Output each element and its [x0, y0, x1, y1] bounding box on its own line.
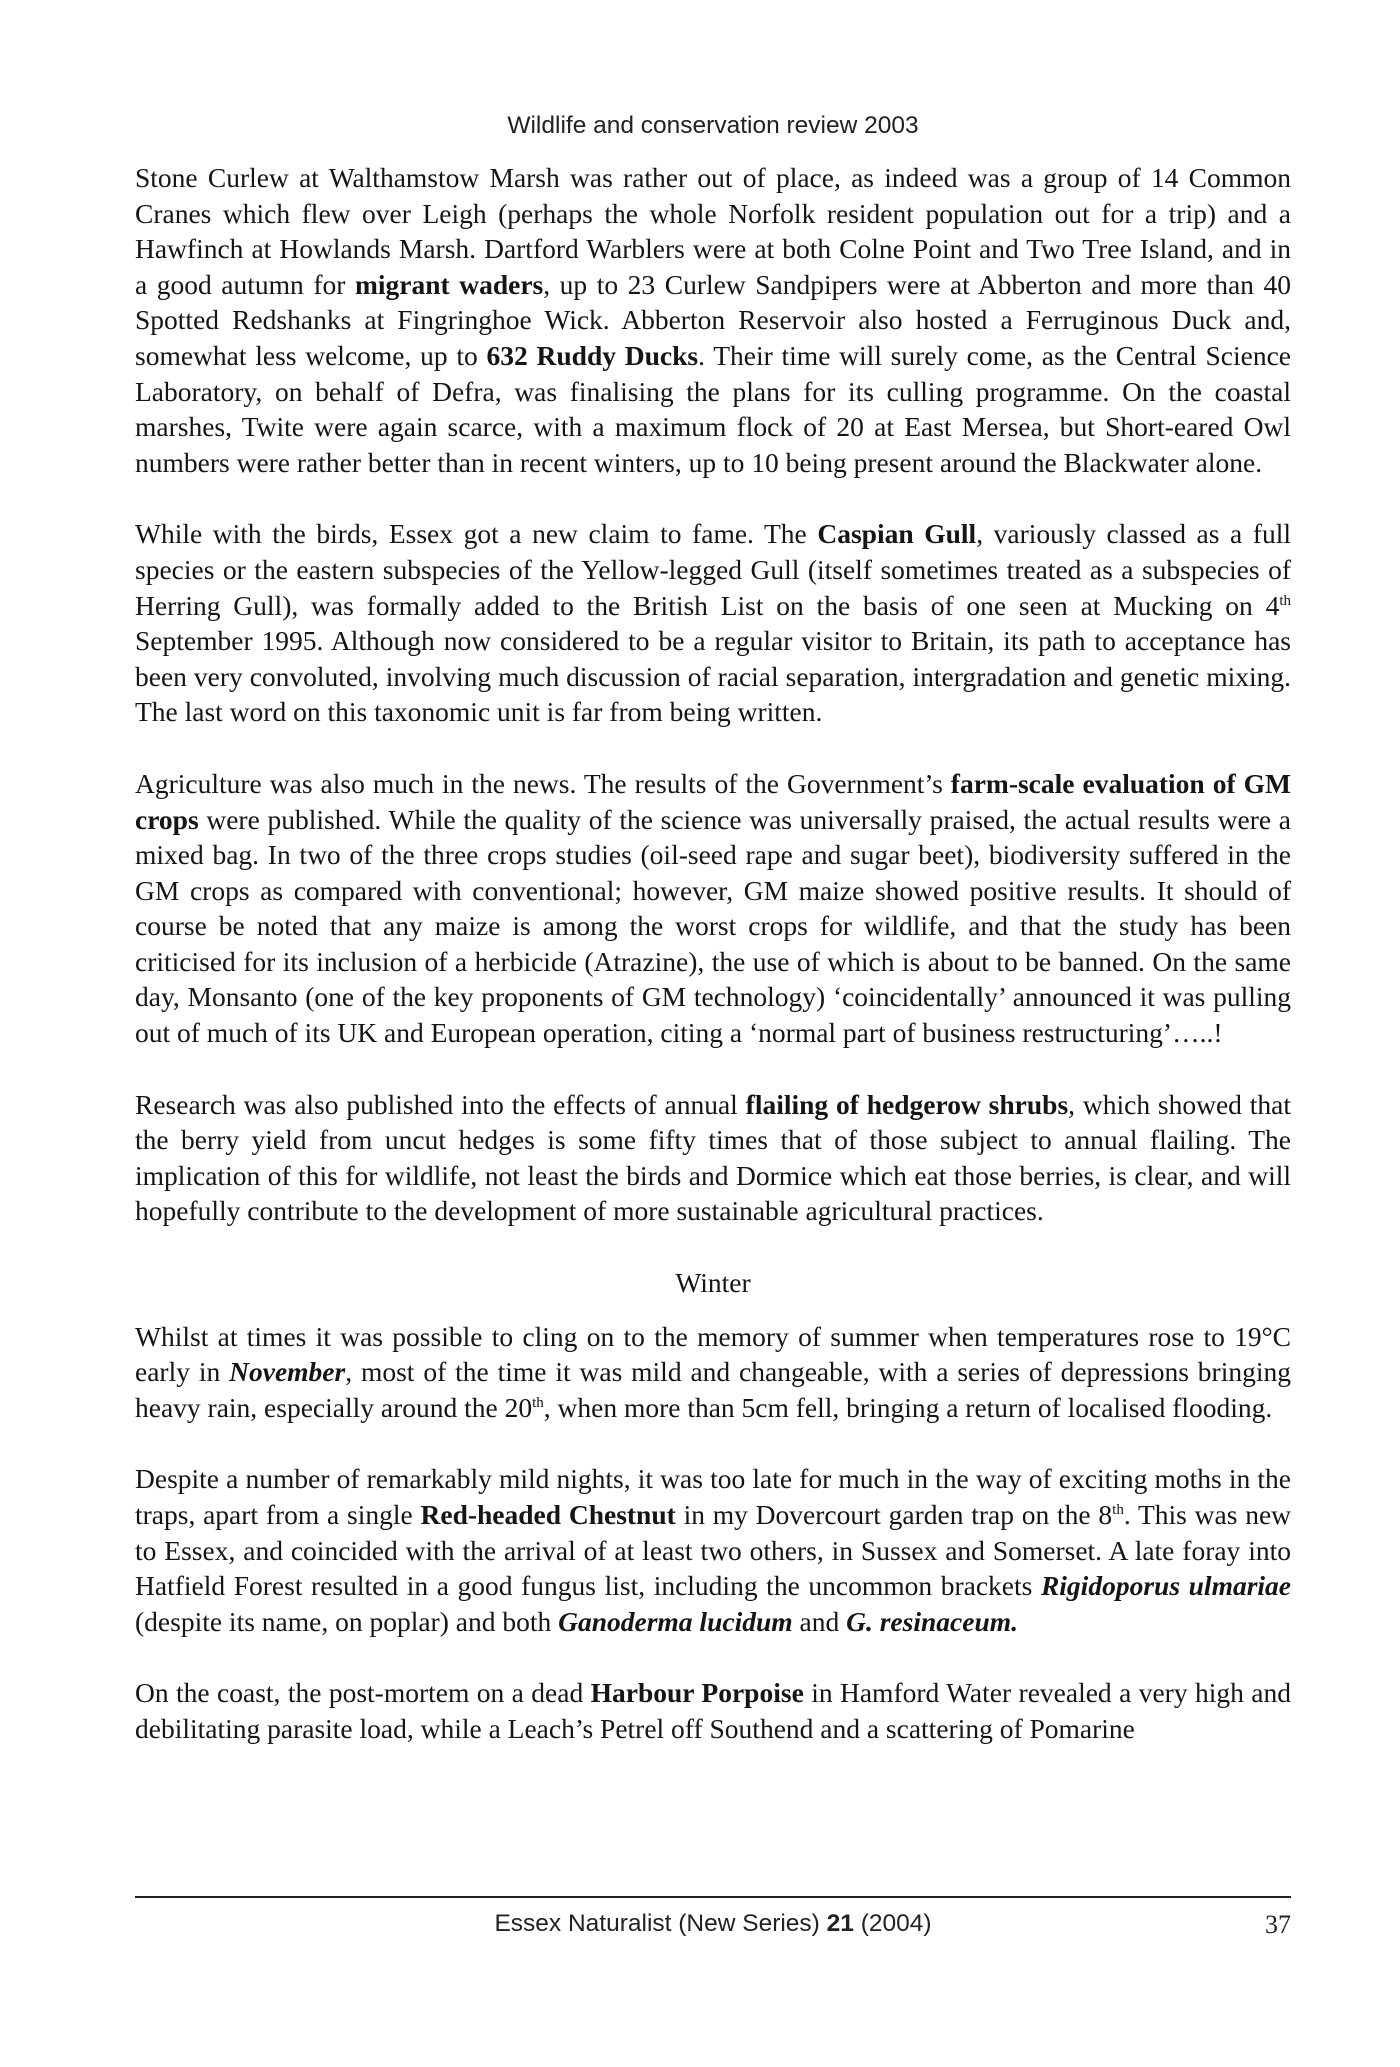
text-run: and [792, 1605, 847, 1637]
text-run: in Hamford Water revealed a very high and debilitating parasite load, while a Leach’s Petrel off Southend and a scattering of Pomarine [135, 1677, 1291, 1744]
paragraph-gm-crops [135, 766, 1291, 1051]
text-run: (despite its name, on poplar) and both [135, 1605, 559, 1637]
text-run: . Their time will surely come, as the Central Science Laboratory, on behalf of Defra, was finalising the plans for its culling programme. On the coastal marshes, Twite were again scarce, with a maximum flock of 20 at East Mersea, but Short-eared Owl numbers were rather better than in recent winters, up to 10 being present around the Blackwater alone. [135, 339, 1291, 478]
text-run: , up to 23 Curlew Sandpipers were at Abberton and more than 40 Spotted Redshanks at Fingringhoe Wick. Abberton Reservoir also hosted a Ferruginous Duck and, somewhat less welcome, up to [135, 268, 1291, 371]
text-run: Research was also published into the effects of annual [135, 1088, 746, 1120]
species-ganoderma-resinaceum: G. resinaceum. [846, 1605, 1018, 1637]
page-footer [135, 1910, 1291, 1946]
paragraph-moths-fungi [135, 1461, 1291, 1639]
text-run: Whilst at times it was possible to cling on to the memory of summer when temperatures rose to 19°C early in [135, 1320, 1291, 1388]
journal-year: (2004) [853, 1910, 932, 1937]
text-run: , which showed that the berry yield from uncut hedges is some fifty times that of those subject to annual flailing. The implication of this for wildlife, not least the birds and Dormice which eat those berries, is clear, and will hopefully contribute to the development of more sustainable agricultural practices. [135, 1088, 1291, 1227]
text-run: Agriculture was also much in the news. The results of the Government’s [135, 767, 951, 799]
highlight-harbour-porpoise: Harbour Porpoise [590, 1677, 804, 1709]
paragraph-winter-weather [135, 1319, 1291, 1426]
footer-rule [135, 1896, 1291, 1898]
paragraph-coast [135, 1675, 1291, 1746]
running-header: Wildlife and conservation review 2003 [507, 112, 919, 139]
journal-citation [135, 1910, 1291, 1938]
article-body [135, 160, 1291, 1761]
highlight-hedgerow-flailing: flailing of hedgerow shrubs [745, 1088, 1069, 1120]
ordinal-suffix: th [1279, 592, 1291, 609]
highlight-migrant-waders: migrant waders [354, 268, 544, 300]
species-ganoderma-lucidum: Ganoderma lucidum [558, 1605, 793, 1637]
text-run: , variously classed as a full species or the eastern subspecies of the Yellow-legged Gull (itself sometimes treated as a subspecies of Herring Gull), was formally added to the British List on the basis of one seen at Mucking on 4 [135, 518, 1291, 621]
text-run: Despite a number of remarkably mild nights, it was too late for much in the way of exciting moths in the traps, apart from a single [135, 1463, 1291, 1530]
text-run: While with the birds, Essex got a new claim to fame. The [135, 518, 818, 550]
text-run: . This was new to Essex, and coincided with the arrival of at least two others, in Sussex and Somerset. A late foray into Hatfield Forest resulted in a good fungus list, including the uncommon brackets [135, 1499, 1292, 1602]
journal-name: Essex Naturalist (New Series) [494, 1910, 827, 1937]
text-run: Stone Curlew at Walthamstow Marsh was rather out of place, as indeed was a group of 14 Common Cranes which flew over Leigh (perhaps the whole Norfolk resident population out for a trip) and a Hawfinch at Howlands Marsh. Dartford Warblers were at both Colne Point and Two Tree Island, and in a good autumn for [135, 162, 1291, 300]
highlight-gm-evaluation: farm-scale evaluation of GM crops [135, 767, 1291, 835]
ordinal-suffix: th [1112, 1501, 1124, 1518]
text-run: were published. While the quality of the science was universally praised, the actual results were a mixed bag. In two of the three crops studies (oil-seed rape and sugar beet), biodiversity suffered in the GM crops as compared with conventional; however, GM maize showed positive results. It should of course be noted that any maize is among the worst crops for wildlife, and that the study has been criticised for its inclusion of a herbicide (Atrazine), the use of which is about to be banned. On the same day, Monsanto (one of the key proponents of GM technology) ‘coincidentally’ announced it was pulling out of much of its UK and European operation, citing a ‘normal part of business restructuring’…..! [135, 803, 1291, 1049]
text-run: September 1995. Although now considered to be a regular visitor to Britain, its path to acceptance has been very convoluted, involving much discussion of racial separation, intergradation and genetic mixing. The last word on this taxonomic unit is far from being written. [135, 625, 1291, 728]
paragraph-late-autumn-birds [135, 160, 1291, 480]
text-run: , when more than 5cm fell, bringing a return of localised flooding. [543, 1391, 1273, 1423]
text-run: , most of the time it was mild and changeable, with a series of depressions bringing heavy rain, especially around the 20 [135, 1356, 1291, 1423]
text-run: in my Dovercourt garden trap on the 8 [675, 1499, 1113, 1530]
highlight-red-headed-chestnut: Red-headed Chestnut [420, 1499, 676, 1530]
page-number: 37 [1265, 1910, 1291, 1939]
paragraph-hedgerow-flailing [135, 1087, 1291, 1229]
section-heading-winter: Winter [675, 1267, 751, 1299]
ordinal-suffix: th [532, 1394, 544, 1411]
text-run: On the coast, the post-mortem on a dead [135, 1677, 591, 1709]
highlight-ruddy-ducks: 632 Ruddy Ducks [486, 339, 699, 371]
species-rigidoporus-ulmariae: Rigidoporus ulmariae [1040, 1570, 1292, 1602]
highlight-november: November [229, 1356, 346, 1388]
highlight-caspian-gull: Caspian Gull [817, 518, 977, 550]
paragraph-caspian-gull [135, 516, 1291, 730]
volume-number: 21 [826, 1910, 854, 1937]
